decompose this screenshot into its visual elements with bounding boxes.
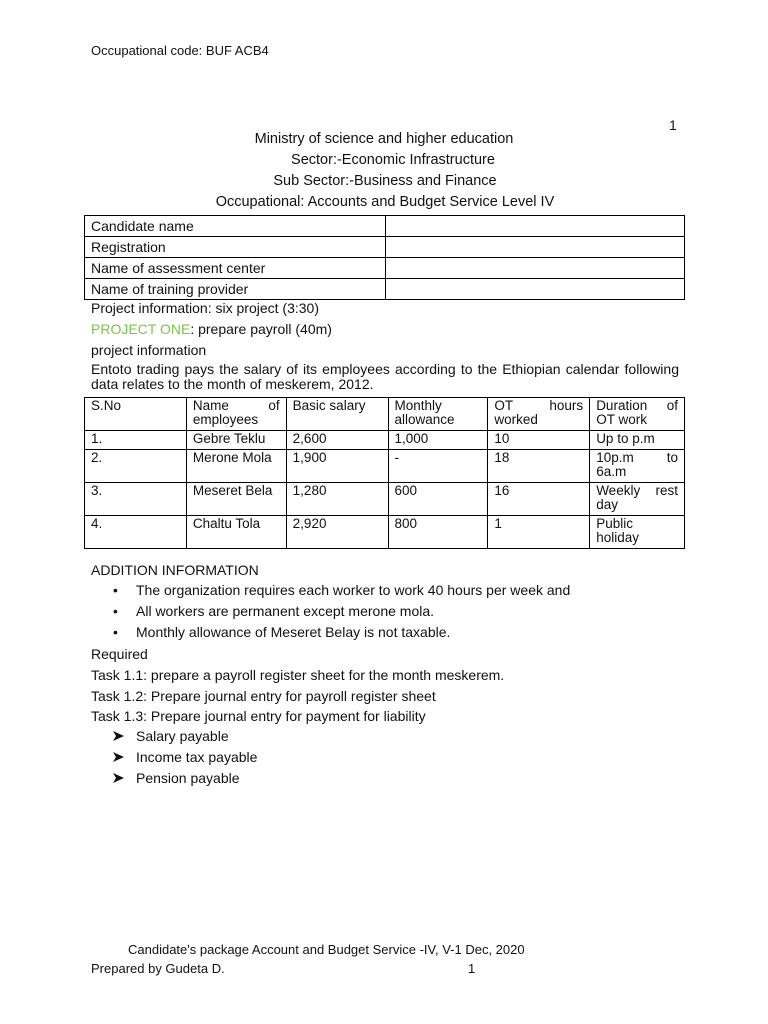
table-cell: 4. <box>85 516 187 549</box>
table-cell: 3. <box>85 483 187 516</box>
table-cell: 800 <box>388 516 488 549</box>
list-item <box>113 747 257 768</box>
training-provider-field[interactable] <box>386 279 685 300</box>
table-row <box>85 516 685 549</box>
table-cell: 600 <box>388 483 488 516</box>
addition-heading: ADDITION INFORMATION <box>91 562 259 578</box>
assessment-center-label: Name of assessment center <box>85 258 386 279</box>
project-info-line: Project information: six project (3:30) <box>91 300 319 316</box>
list-item-label: Pension payable <box>136 770 240 786</box>
table-cell: Chaltu Tola <box>186 516 286 549</box>
table-cell: 1,280 <box>286 483 388 516</box>
occupational-code: Occupational code: BUF ACB4 <box>91 43 269 58</box>
table-row <box>85 431 685 450</box>
list-item <box>113 726 257 747</box>
table-row <box>85 450 685 483</box>
list-item <box>113 768 257 789</box>
training-provider-label: Name of training provider <box>85 279 386 300</box>
addition-list <box>113 580 570 643</box>
list-item: • All workers are permanent except merone mola. <box>113 601 570 622</box>
arrow-bullet-icon <box>113 773 124 783</box>
title-occupational: Occupational: Accounts and Budget Service Level IV <box>215 194 555 210</box>
table-cell: 10 <box>488 431 590 450</box>
task-1-1: Task 1.1: prepare a payroll register sheet for the month meskerem. <box>91 667 505 683</box>
table-cell: Public holiday <box>590 516 685 549</box>
table-cell: 1. <box>85 431 187 450</box>
table-cell: Gebre Teklu <box>186 431 286 450</box>
table-row <box>85 216 685 237</box>
required-heading: Required <box>91 646 148 662</box>
header-cell: Basic salary <box>286 398 388 431</box>
task-1-3: Task 1.3: Prepare journal entry for payment for liability <box>91 708 426 724</box>
table-cell: - <box>388 450 488 483</box>
project-info-subheading: project information <box>91 342 207 358</box>
project-one-label: PROJECT ONE <box>91 321 191 337</box>
registration-field[interactable] <box>386 237 685 258</box>
title-ministry: Ministry of science and higher education <box>254 131 514 147</box>
header-cell: Monthly allowance <box>388 398 488 431</box>
header-cell: Name of employees <box>186 398 286 431</box>
table-cell: Weekly rest day <box>590 483 685 516</box>
table-cell: 10p.m to 6a.m <box>590 450 685 483</box>
footer-prepared-by: Prepared by Gudeta D. <box>91 961 225 976</box>
table-cell: Up to p.m <box>590 431 685 450</box>
header-cell: Duration of OT work <box>590 398 685 431</box>
table-row <box>85 237 685 258</box>
table-cell: 1,900 <box>286 450 388 483</box>
candidate-info-table <box>84 215 685 300</box>
arrow-bullet-icon <box>113 731 124 741</box>
table-cell: 18 <box>488 450 590 483</box>
project-one-text: : prepare payroll (40m) <box>190 321 332 337</box>
table-cell: 2,600 <box>286 431 388 450</box>
table-row <box>85 258 685 279</box>
arrow-bullet-icon <box>113 752 124 762</box>
table-row <box>85 483 685 516</box>
table-cell: 2. <box>85 450 187 483</box>
table-row <box>85 279 685 300</box>
employee-table <box>84 397 685 549</box>
table-cell: Meseret Bela <box>186 483 286 516</box>
assessment-center-field[interactable] <box>386 258 685 279</box>
list-item: • Monthly allowance of Meseret Belay is not taxable. <box>113 622 570 643</box>
project-paragraph: Entoto trading pays the salary of its employees according to the Ethiopian calendar following data relates to the month of meskerem, 2012. <box>91 361 679 392</box>
registration-label: Registration <box>85 237 386 258</box>
task-1-2: Task 1.2: Prepare journal entry for payroll register sheet <box>91 688 436 704</box>
table-cell: 2,920 <box>286 516 388 549</box>
liability-list <box>113 726 257 789</box>
page-number: 1 <box>669 117 677 133</box>
candidate-name-field[interactable] <box>386 216 685 237</box>
table-cell: 16 <box>488 483 590 516</box>
header-cell: S.No <box>85 398 187 431</box>
table-header-row <box>85 398 685 431</box>
list-item: • The organization requires each worker to work 40 hours per week and <box>113 580 570 601</box>
title-sector: Sector:-Economic Infrastructure <box>291 152 495 168</box>
table-cell: 1 <box>488 516 590 549</box>
footer-page-number: 1 <box>468 961 476 976</box>
table-cell: 1,000 <box>388 431 488 450</box>
table-cell: Merone Mola <box>186 450 286 483</box>
candidate-name-label: Candidate name <box>85 216 386 237</box>
list-item-label: Income tax payable <box>136 749 258 765</box>
title-sub-sector: Sub Sector:-Business and Finance <box>273 173 497 189</box>
project-one-heading <box>91 321 332 337</box>
footer-package-line: Candidate's package Account and Budget Service -IV, V-1 Dec, 2020 <box>128 942 525 957</box>
header-cell: OT hours worked <box>488 398 590 431</box>
list-item-label: Salary payable <box>136 728 229 744</box>
